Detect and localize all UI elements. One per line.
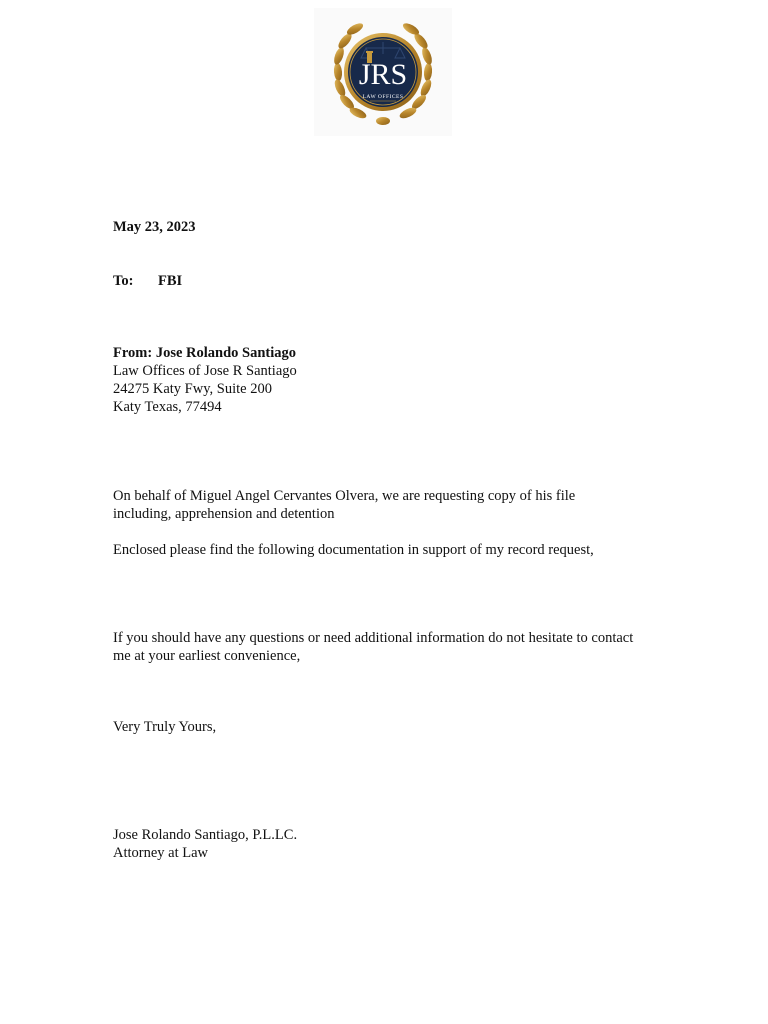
signature-title: Attorney at Law bbox=[113, 845, 209, 861]
logo-monogram: JRS bbox=[358, 58, 408, 91]
sender-address-line: 24275 Katy Fwy, Suite 200 bbox=[113, 381, 272, 397]
recipient-line bbox=[113, 272, 673, 290]
enclosure-paragraph bbox=[113, 541, 673, 559]
recipient-label: To: bbox=[113, 273, 134, 289]
paragraph-line: me at your earliest convenience, bbox=[113, 648, 301, 664]
paragraph-line: Enclosed please find the following documentation in support of my record request, bbox=[113, 542, 594, 558]
law-office-logo bbox=[314, 8, 452, 136]
signature-name: Jose Rolando Santiago, P.L.LC. bbox=[113, 827, 298, 843]
sender-address-line: Law Offices of Jose R Santiago bbox=[113, 363, 297, 379]
request-paragraph bbox=[113, 487, 673, 523]
signature-block bbox=[113, 826, 673, 862]
sender-name: From: Jose Rolando Santiago bbox=[113, 345, 297, 361]
paragraph-line: If you should have any questions or need additional information do not hesitate to contact bbox=[113, 630, 634, 646]
sender-address-line: Katy Texas, 77494 bbox=[113, 399, 222, 415]
letter-date: May 23, 2023 bbox=[113, 219, 196, 235]
paragraph-line: On behalf of Miguel Angel Cervantes Olvera, we are requesting copy of his file bbox=[113, 488, 576, 504]
closing-line: Very Truly Yours, bbox=[113, 719, 217, 735]
paragraph-line: including, apprehension and detention bbox=[113, 506, 335, 522]
contact-paragraph bbox=[113, 629, 673, 665]
laurel-seal-icon bbox=[314, 8, 452, 136]
sender-block bbox=[113, 344, 673, 416]
logo-caption: LAW OFFICES bbox=[362, 94, 404, 100]
recipient-value: FBI bbox=[158, 273, 183, 289]
